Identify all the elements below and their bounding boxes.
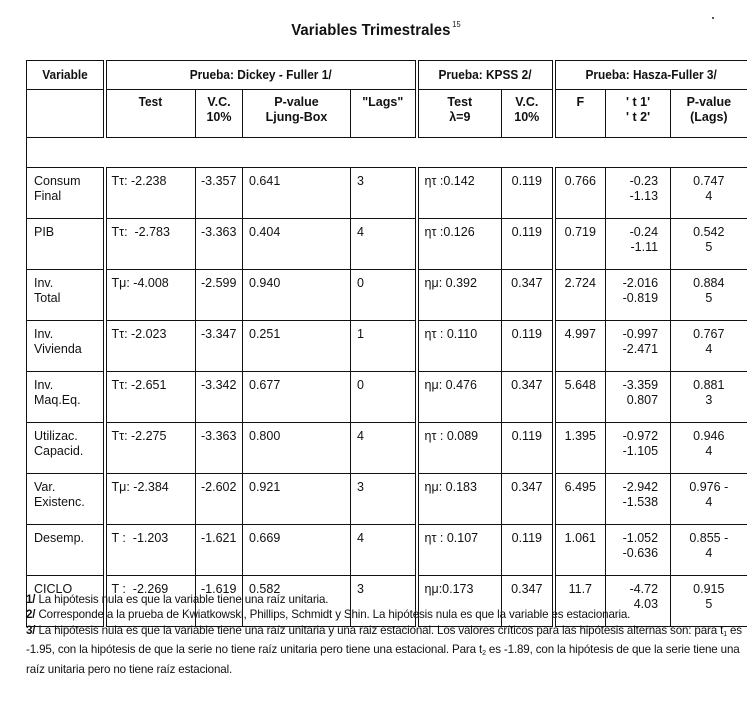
cell-kpss-vc xyxy=(502,525,554,576)
variable-text: Variable xyxy=(41,68,88,82)
hf-f-text: 4.997 xyxy=(564,327,596,341)
cell-hf-pvalue xyxy=(671,219,747,270)
header-dickey-fuller xyxy=(105,61,417,90)
hf-pvalue-text: 0.767 xyxy=(693,327,725,341)
table-row xyxy=(27,270,747,321)
hf-t2-text: -1.13 xyxy=(629,189,659,203)
kpss-test-text: ητ : 0.089 xyxy=(424,429,479,443)
n2-text-text: Corresponde a la prueba de Kwiatkowski, Phillips, Schmidt y Shin. La hipótesis nula es que la variable es estacionaria. xyxy=(35,608,631,622)
header-variable xyxy=(27,61,105,90)
n3-text-a-text: La hipótesis nula es que la variable tiene una raíz unitaria y una raiz estacional. Los valores críticos para las hipótesis alternas son: para t xyxy=(35,623,724,637)
var2-text: Final xyxy=(34,189,62,203)
cell-hf-t xyxy=(606,474,671,525)
cell-hf-f xyxy=(554,525,606,576)
header-hasza-fuller xyxy=(554,61,747,90)
df-lags-text: 3 xyxy=(357,174,364,188)
header-hf-t xyxy=(606,90,671,138)
df-pvalue-text: 0.921 xyxy=(249,480,281,494)
cell-hf-t xyxy=(606,219,671,270)
df-lags-text: 0 xyxy=(357,378,364,392)
df-test-text: Tμ: -4.008 xyxy=(111,276,169,290)
hf-t1-text: -0.24 xyxy=(629,225,659,239)
kpss-vc-text: 0.119 xyxy=(511,429,542,443)
hf-t2-text: -1.105 xyxy=(622,444,659,458)
df-test-text: Tτ: -2.238 xyxy=(111,174,167,188)
cell-hf-f xyxy=(554,474,606,525)
df-test-text: Tτ: -2.275 xyxy=(111,429,167,443)
cell-variable xyxy=(27,270,105,321)
df-vc-text: -3.357 xyxy=(201,174,237,188)
cell-variable xyxy=(27,321,105,372)
hf-pvalue-text: 0.946 xyxy=(693,429,725,443)
kpss-test-text: ητ :0.126 xyxy=(424,225,475,239)
cell-df-test xyxy=(105,321,196,372)
var1-text: PIB xyxy=(34,225,55,239)
cell-kpss-test xyxy=(417,270,502,321)
cell-df-vc xyxy=(196,321,243,372)
n1-text-text: La hipótesis nula es que la variable tiene una raíz unitaria. xyxy=(35,593,329,606)
cell-variable xyxy=(27,168,105,219)
footnote-1 xyxy=(26,592,746,607)
cell-df-pvalue xyxy=(243,525,351,576)
cell-df-pvalue xyxy=(243,423,351,474)
cell-hf-t xyxy=(606,525,671,576)
table-row xyxy=(27,219,747,270)
cell-hf-pvalue xyxy=(671,525,747,576)
cell-kpss-test xyxy=(417,372,502,423)
df-pvalue-text: 0.641 xyxy=(249,174,281,188)
hf-lags-text: 4 xyxy=(705,546,713,560)
cell-variable xyxy=(27,525,105,576)
cell-kpss-test xyxy=(417,219,502,270)
df-vc-text: -2.602 xyxy=(201,480,237,494)
page-title xyxy=(26,20,725,40)
hf-t2-text: -0.819 xyxy=(622,291,659,305)
cell-df-lags xyxy=(351,423,417,474)
cell-hf-f xyxy=(554,270,606,321)
hf-pvalue-text: 0.915 xyxy=(693,582,725,596)
table-row xyxy=(27,474,747,525)
hf-t2-text: 4.03 xyxy=(633,597,659,611)
n3-label-text: 3/ xyxy=(26,623,36,637)
hf-t1-text: -4.72 xyxy=(629,582,659,596)
var1-text: Inv. xyxy=(34,276,54,290)
df-vc-text: -3.363 xyxy=(201,225,237,239)
hf-t2-text: 0.807 xyxy=(626,393,659,407)
hf-lags-text: 3 xyxy=(705,393,713,407)
cell-df-pvalue xyxy=(243,372,351,423)
cell-hf-t xyxy=(606,321,671,372)
var2-text: Maq.Eq. xyxy=(34,393,81,407)
var1-text: Inv. xyxy=(34,327,54,341)
n2-label-text: 2/ xyxy=(26,608,36,622)
header-df-test xyxy=(105,90,196,138)
kpss-vc-text: 0.347 xyxy=(511,582,543,596)
df-pvalue-text: 0.404 xyxy=(249,225,281,239)
cell-kpss-test xyxy=(417,321,502,372)
kpss-vc-2-text: 10% xyxy=(514,110,540,124)
df-test-text: Tτ: -2.783 xyxy=(111,225,170,239)
hf-f-text: 11.7 xyxy=(568,582,593,596)
var1-text: Var. xyxy=(34,480,56,494)
cell-variable xyxy=(27,219,105,270)
df-pvalue-text: 0.582 xyxy=(249,582,281,596)
df-pvalue-text: 0.800 xyxy=(249,429,281,443)
hf-lags-text: 5 xyxy=(705,240,713,254)
cell-df-lags xyxy=(351,168,417,219)
df-lags-text: 4 xyxy=(357,531,364,545)
cell-df-pvalue xyxy=(243,474,351,525)
table-row xyxy=(27,423,747,474)
df-pvalue-1-text: P-value xyxy=(274,95,319,109)
hf-t1-text: -0.997 xyxy=(622,327,659,341)
kpss-test-2-text: λ=9 xyxy=(449,110,471,124)
footnotes xyxy=(26,592,746,677)
df-lags-text: 3 xyxy=(357,480,364,494)
df-vc-text: -3.363 xyxy=(201,429,237,443)
hf-t-1-text: ' t 1' xyxy=(626,95,651,109)
n3-sub1-text: 1 xyxy=(723,630,727,638)
cell-df-vc xyxy=(196,525,243,576)
hf-lags-text: 4 xyxy=(705,495,713,509)
footnote-3 xyxy=(26,623,746,677)
hf-t1-text: -3.359 xyxy=(622,378,659,392)
hf-pvalue-text: 0.884 xyxy=(693,276,725,290)
df-test-text: T : -1.203 xyxy=(111,531,169,545)
hf-lags-text: 4 xyxy=(705,444,713,458)
cell-hf-pvalue xyxy=(671,168,747,219)
df-test-text: Tμ: -2.384 xyxy=(111,480,169,494)
cell-variable xyxy=(27,423,105,474)
cell-hf-pvalue xyxy=(671,321,747,372)
cell-kpss-test xyxy=(417,525,502,576)
hf-pvalue-text: 0.976 - xyxy=(689,480,729,494)
df-pvalue-text: 0.677 xyxy=(249,378,281,392)
cell-df-vc xyxy=(196,474,243,525)
df-lags-text: 0 xyxy=(357,276,364,290)
header-kpss-test xyxy=(417,90,502,138)
df-pvalue-text: 0.669 xyxy=(249,531,281,545)
spacer-cell xyxy=(27,138,747,168)
header-df-lags xyxy=(351,90,417,138)
table-row xyxy=(27,321,747,372)
kpss-vc-text: 0.119 xyxy=(511,225,542,239)
df-test-text: Tτ: -2.651 xyxy=(111,378,167,392)
hf-f-text: 1.395 xyxy=(564,429,596,443)
cell-kpss-vc xyxy=(502,372,554,423)
df-vc-2-text: 10% xyxy=(206,110,232,124)
df-test-text: T : -2.269 xyxy=(111,582,169,596)
cell-df-pvalue xyxy=(243,321,351,372)
cell-df-vc xyxy=(196,270,243,321)
cell-df-lags xyxy=(351,474,417,525)
var2-text: Existenc. xyxy=(34,495,85,509)
kpss-test-text: ημ: 0.392 xyxy=(424,276,477,290)
spacer-row xyxy=(27,138,747,168)
df-vc-text: -1.621 xyxy=(201,531,237,545)
hf-pvalue-2-text: (Lags) xyxy=(690,110,728,124)
kpss-text: Prueba: KPSS 2/ xyxy=(438,68,532,82)
cell-hf-f xyxy=(554,423,606,474)
df-lags-text: 4 xyxy=(357,225,364,239)
cell-kpss-vc xyxy=(502,270,554,321)
hf-pvalue-text: 0.855 - xyxy=(689,531,729,545)
hf-f-text: 6.495 xyxy=(564,480,596,494)
cell-hf-f xyxy=(554,219,606,270)
cell-kpss-test xyxy=(417,423,502,474)
cell-hf-pvalue xyxy=(671,423,747,474)
cell-df-lags xyxy=(351,219,417,270)
n3-text-b-text: es -1.95, con la hipótesis de que la serie no tiene raíz unitaria pero tiene una estacional. Para t xyxy=(26,623,742,657)
cell-kpss-vc xyxy=(502,321,554,372)
header-kpss-vc xyxy=(502,90,554,138)
header-variable-blank xyxy=(27,90,105,138)
df-test-text: Test xyxy=(138,95,163,109)
hf-t1-text: -0.972 xyxy=(622,429,659,443)
n3-sub2-text: 2 xyxy=(482,650,486,658)
cell-df-test xyxy=(105,474,196,525)
hf-t2-text: -0.636 xyxy=(622,546,659,560)
cell-df-vc xyxy=(196,219,243,270)
footnote-2 xyxy=(26,607,746,622)
cell-hf-pvalue xyxy=(671,270,747,321)
hf-t1-text: -0.23 xyxy=(629,174,659,188)
hf-t2-text: -1.538 xyxy=(622,495,659,509)
var2-text: Vivienda xyxy=(34,342,82,356)
kpss-test-text: ητ :0.142 xyxy=(424,174,475,188)
df-vc-text: -2.599 xyxy=(201,276,237,290)
cell-hf-t xyxy=(606,168,671,219)
kpss-test-text: ημ: 0.476 xyxy=(424,378,477,392)
n1-label-text: 1/ xyxy=(26,593,36,606)
df-vc-text: -3.342 xyxy=(201,378,237,392)
kpss-vc-text: 0.119 xyxy=(511,174,542,188)
hasza-fuller-text: Prueba: Hasza-Fuller 3/ xyxy=(585,68,717,82)
n3-text-c-text: es -1.89, con la hipótesis de que la serie tiene una raíz unitaria pero no tiene raíz estacional. xyxy=(26,643,740,676)
var2-text: Total xyxy=(34,291,61,305)
cell-hf-f xyxy=(554,168,606,219)
cell-df-lags xyxy=(351,270,417,321)
hf-f-text: 2.724 xyxy=(564,276,596,290)
cell-hf-f xyxy=(554,372,606,423)
df-vc-1-text: V.C. xyxy=(207,95,231,109)
kpss-vc-text: 0.119 xyxy=(511,327,542,341)
hf-pvalue-text: 0.881 xyxy=(693,378,725,392)
cell-df-vc xyxy=(196,372,243,423)
cell-df-test xyxy=(105,423,196,474)
cell-df-pvalue xyxy=(243,270,351,321)
cell-kpss-vc xyxy=(502,474,554,525)
cell-df-test xyxy=(105,525,196,576)
header-hf-f xyxy=(554,90,606,138)
cell-df-test xyxy=(105,219,196,270)
cell-df-lags xyxy=(351,321,417,372)
cell-df-pvalue xyxy=(243,168,351,219)
table-row xyxy=(27,168,747,219)
header-df-vc xyxy=(196,90,243,138)
header-kpss xyxy=(417,61,554,90)
cell-hf-pvalue xyxy=(671,372,747,423)
hf-f-text: 1.061 xyxy=(564,531,596,545)
cell-hf-t xyxy=(606,423,671,474)
df-pvalue-text: 0.940 xyxy=(249,276,281,290)
kpss-test-text: ητ : 0.107 xyxy=(424,531,479,545)
kpss-test-text: ημ:0.173 xyxy=(424,582,474,596)
kpss-vc-text: 0.347 xyxy=(511,276,543,290)
hf-lags-text: 4 xyxy=(705,342,713,356)
table-row xyxy=(27,525,747,576)
cell-df-lags xyxy=(351,525,417,576)
hf-lags-text: 5 xyxy=(705,291,713,305)
cell-hf-pvalue xyxy=(671,474,747,525)
var1-text: Consum xyxy=(34,174,81,188)
hf-f-text: 5.648 xyxy=(564,378,596,392)
kpss-test-1-text: Test xyxy=(447,95,473,109)
df-test-text: Tτ: -2.023 xyxy=(111,327,167,341)
hf-t2-text: -2.471 xyxy=(622,342,659,356)
df-pvalue-text: 0.251 xyxy=(249,327,281,341)
cell-df-test xyxy=(105,168,196,219)
kpss-test-text: ημ: 0.183 xyxy=(424,480,477,494)
hf-pvalue-text: 0.747 xyxy=(693,174,725,188)
df-pvalue-2-text: Ljung-Box xyxy=(265,110,328,124)
kpss-vc-text: 0.347 xyxy=(511,378,543,392)
kpss-test-text: ητ : 0.110 xyxy=(424,327,478,341)
cell-kpss-test xyxy=(417,474,502,525)
unit-root-tests-table xyxy=(26,60,747,627)
hf-t1-text: -2.942 xyxy=(622,480,659,494)
var1-text: Inv. xyxy=(34,378,54,392)
cell-df-vc xyxy=(196,423,243,474)
dickey-fuller-text: Prueba: Dickey - Fuller 1/ xyxy=(189,68,332,82)
header-row-groups xyxy=(27,61,747,90)
hf-t2-text: -1.11 xyxy=(630,240,659,254)
hf-t1-text: -1.052 xyxy=(622,531,659,545)
df-vc-text: -1.619 xyxy=(201,582,237,596)
kpss-vc-text: 0.119 xyxy=(511,531,542,545)
var1-text: Utilizac. xyxy=(34,429,78,443)
var1-text: Desemp. xyxy=(34,531,85,545)
cell-kpss-vc xyxy=(502,423,554,474)
df-lags-text: 1 xyxy=(357,327,364,341)
hf-lags-text: 4 xyxy=(705,189,713,203)
cell-kpss-vc xyxy=(502,219,554,270)
kpss-vc-text: 0.347 xyxy=(511,480,543,494)
header-hf-pvalue xyxy=(671,90,747,138)
cell-df-test xyxy=(105,372,196,423)
hf-f-text: F xyxy=(576,95,585,109)
table-row xyxy=(27,372,747,423)
cell-df-vc xyxy=(196,168,243,219)
hf-pvalue-1-text: P-value xyxy=(686,95,732,109)
header-df-pvalue xyxy=(243,90,351,138)
hf-t-2-text: ' t 2' xyxy=(626,110,651,124)
hf-f-text: 0.766 xyxy=(564,174,596,188)
cell-hf-t xyxy=(606,270,671,321)
df-vc-text: -3.347 xyxy=(201,327,237,341)
cell-hf-t xyxy=(606,372,671,423)
cell-df-lags xyxy=(351,372,417,423)
title-footnote-ref: 15 xyxy=(452,20,461,29)
cell-variable xyxy=(27,474,105,525)
cell-variable xyxy=(27,372,105,423)
hf-lags-text: 5 xyxy=(705,597,713,611)
df-lags-text: "Lags" xyxy=(362,95,404,109)
cell-hf-f xyxy=(554,321,606,372)
hf-f-text: 0.719 xyxy=(564,225,596,239)
header-row-columns xyxy=(27,90,747,138)
hf-t1-text: -2.016 xyxy=(622,276,659,290)
title-text: Variables Trimestrales xyxy=(291,22,451,39)
scan-speck xyxy=(712,17,714,19)
df-lags-text: 4 xyxy=(357,429,364,443)
var2-text: Capacid. xyxy=(34,444,84,458)
cell-df-test xyxy=(105,270,196,321)
df-lags-text: 3 xyxy=(357,582,364,596)
hf-pvalue-text: 0.542 xyxy=(693,225,725,239)
cell-kpss-test xyxy=(417,168,502,219)
var1-text: CICLO xyxy=(34,582,73,596)
cell-df-pvalue xyxy=(243,219,351,270)
kpss-vc-1-text: V.C. xyxy=(515,95,539,109)
cell-kpss-vc xyxy=(502,168,554,219)
